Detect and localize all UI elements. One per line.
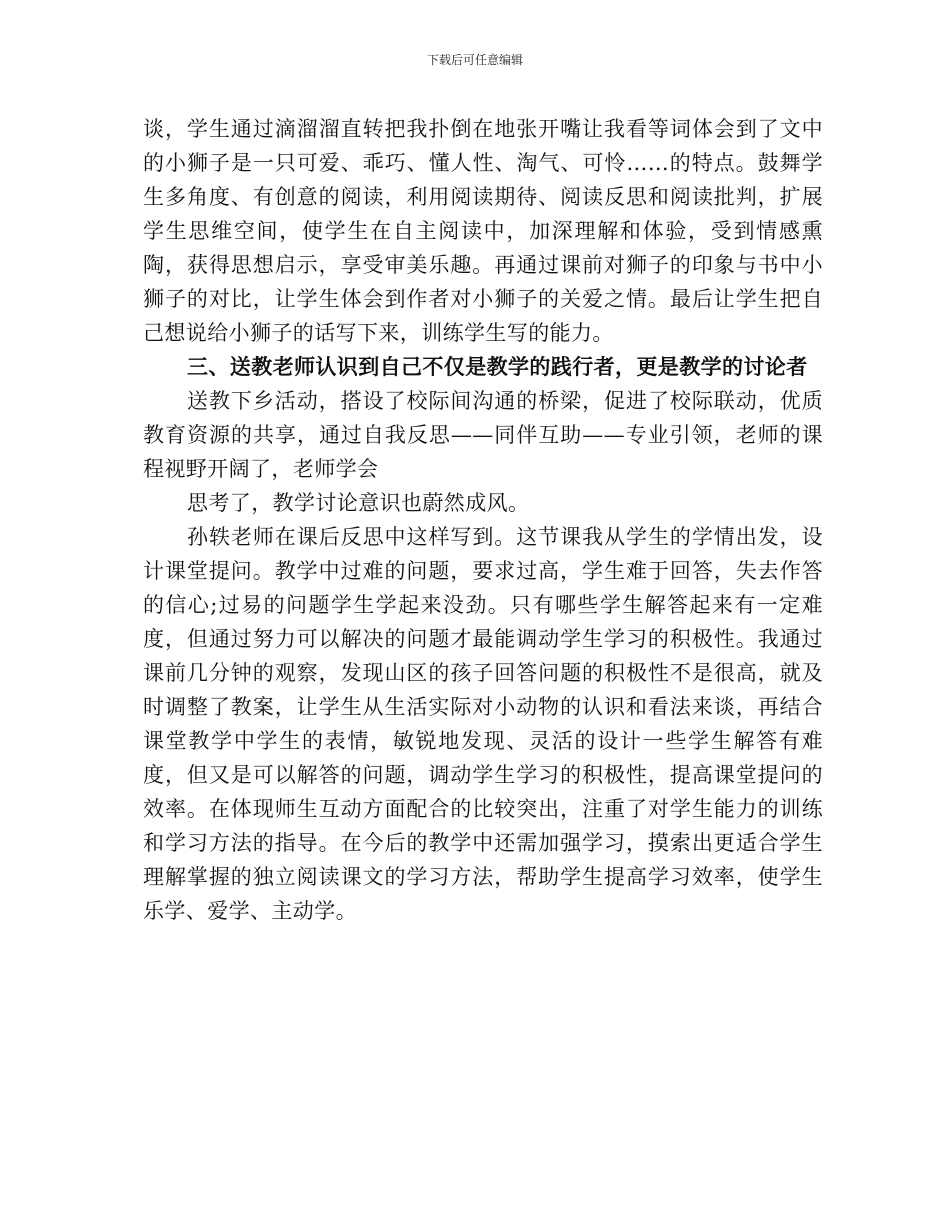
- paragraph-continuation: 谈，学生通过滴溜溜直转把我扑倒在地张开嘴让我看等词体会到了文中的小狮子是一只可爱、乖巧、懂人性、淘气、可怜……的特点。鼓舞学生多角度、有创意的阅读，利用阅读期待、阅读反思和阅读批判，扩展学生思维空间，使学生在自主阅读中，加深理解和体验，受到情感熏陶，获得思想启示，享受审美乐趣。再通过课前对狮子的印象与书中小狮子的对比，让学生体会到作者对小狮子的关爱之情。最后让学生把自己想说给小狮子的话写下来，训练学生写的能力。: [143, 117, 823, 345]
- paragraph: 送教下乡活动，搭设了校际间沟通的桥梁，促进了校际联动，优质教育资源的共享，通过自我反思——同伴互助——专业引领，老师的课程视野开阔了，老师学会: [143, 389, 823, 481]
- page-header: 下载后可任意编辑: [426, 53, 523, 67]
- paragraph: 孙轶老师在课后反思中这样写到。这节课我从学生的学情出发，设计课堂提问。教学中过难的问题，要求过高，学生难于回答，失去作答的信心;过易的问题学生学起来没劲。只有哪些学生解答起来有一定难度，但通过努力可以解决的问题才最能调动学生学习的积极性。我通过课前几分钟的观察，发现山区的孩子回答问题的积极性不是很高，就及时调整了教案，让学生从生活实际对小动物的认识和看法来谈，再结合课堂教学中学生的表情，敏锐地发现、灵活的设计一些学生解答有难度，但又是可以解答的问题，调动学生学习的积极性，提高课堂提问的效率。在体现师生互动方面配合的比较突出，注重了对学生能力的训练和学习方法的指导。在今后的教学中还需加强学习，摸索出更适合学生理解掌握的独立阅读课文的学习方法，帮助学生提高学习效率，使学生乐学、爱学、主动学。: [143, 525, 823, 923]
- section-heading: 三、送教老师认识到自己不仅是教学的践行者，更是教学的讨论者: [187, 355, 808, 379]
- document-body: [143, 112, 823, 928]
- paragraph: 思考了，教学讨论意识也蔚然成风。: [187, 491, 530, 515]
